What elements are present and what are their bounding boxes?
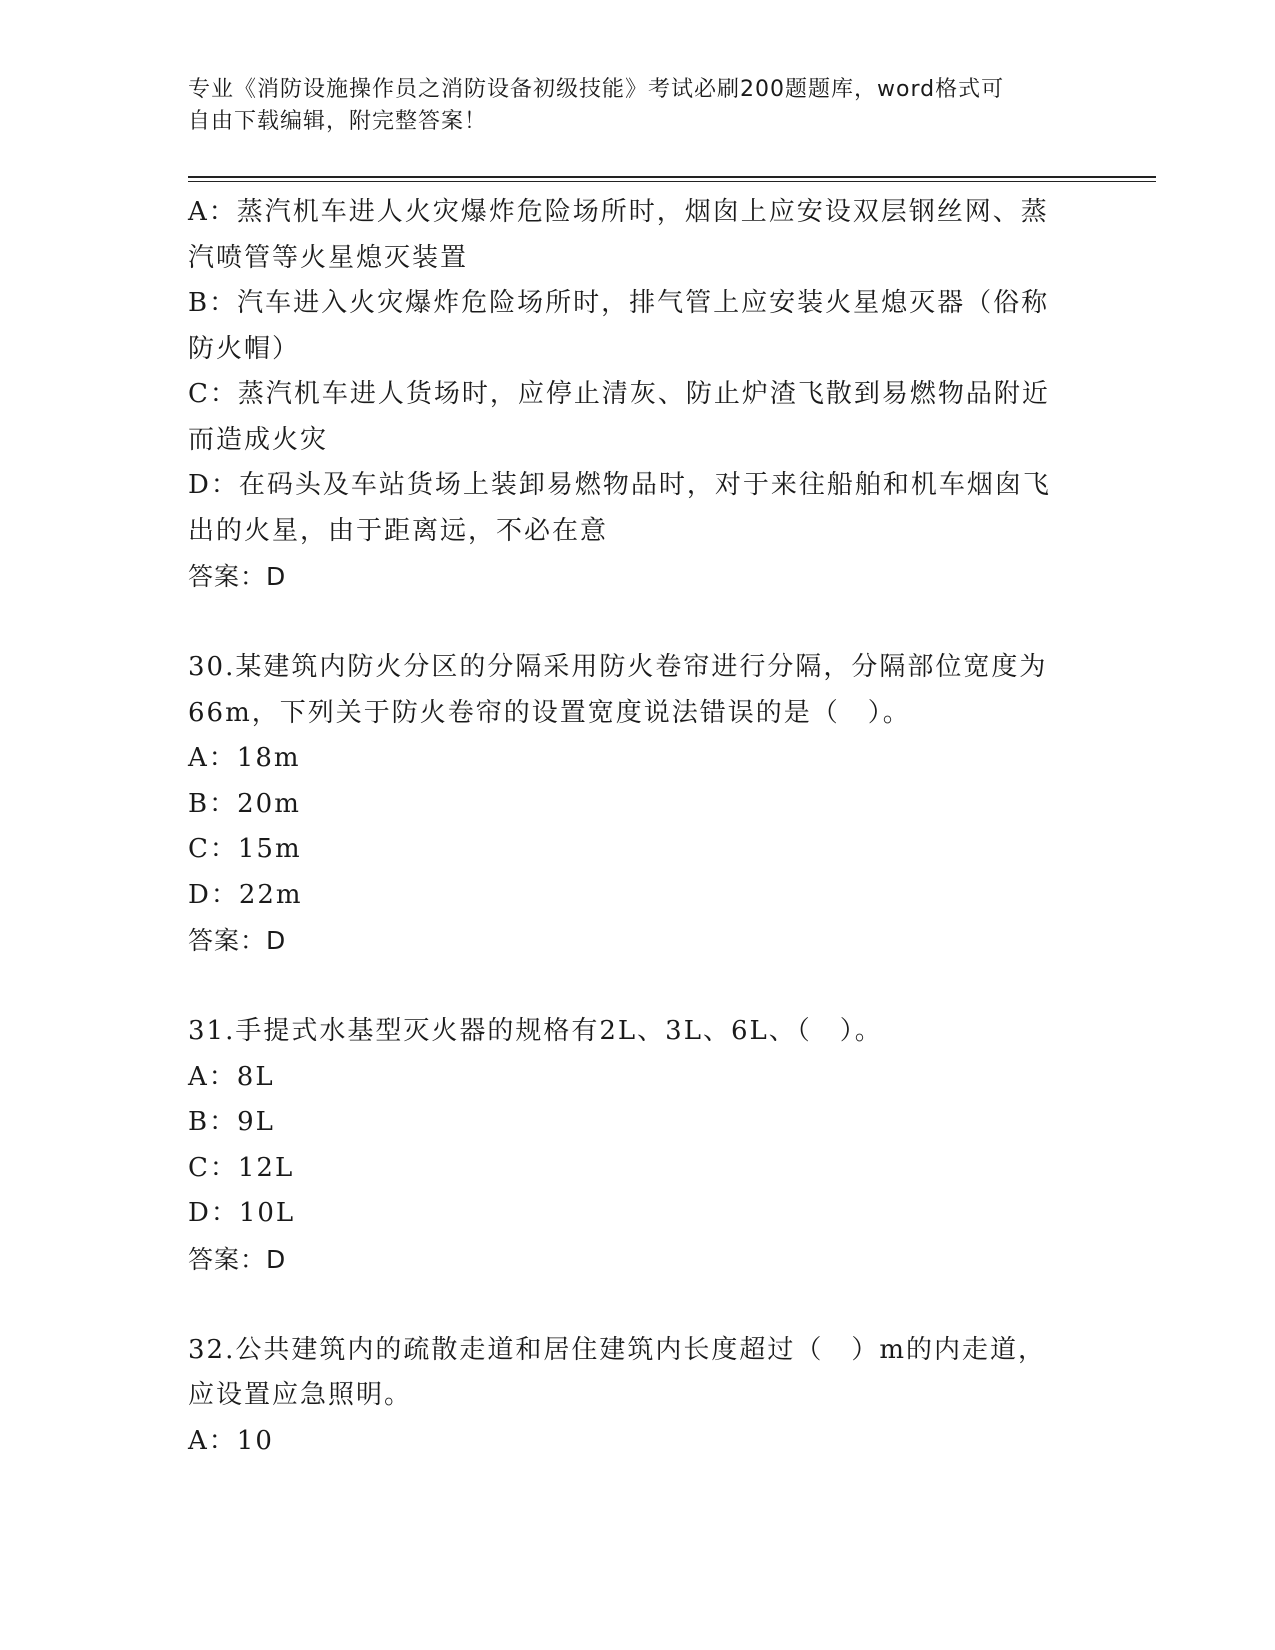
answer-29: 答案：D — [188, 562, 287, 591]
answer-30: 答案：D — [188, 926, 287, 955]
option-a-line-2: 汽喷管等火星熄灭装置 — [188, 242, 469, 273]
option-c: C：15m — [188, 834, 302, 864]
question-32 — [188, 1328, 1068, 1465]
question-32-stem-line-2: 应设置应急照明。 — [188, 1380, 413, 1410]
option-c-line-1: C：蒸汽机车进人货场时，应停止清灰、防止炉渣飞散到易燃物品附近 — [188, 379, 1050, 409]
option-d: D：22m — [188, 879, 303, 910]
header-line-1: 专业《消防设施操作员之消防设备初级技能》考试必刷200题题库，word格式可 — [188, 77, 1005, 102]
document-header — [188, 74, 1068, 138]
option-b: B：20m — [188, 788, 301, 819]
question-29 — [188, 190, 1068, 600]
option-c-line-2: 而造成火灾 — [188, 424, 329, 455]
question-30-stem-line-2: 66m，下列关于防火卷帘的设置宽度说法错误的是（ ）。 — [188, 697, 911, 728]
option-a-line-1: A：蒸汽机车进人火灾爆炸危险场所时，烟囱上应安设双层钢丝网、蒸 — [188, 197, 1049, 227]
question-30 — [188, 645, 1068, 964]
header-divider-thick — [188, 176, 1156, 178]
option-b-line-1: B：汽车进入火灾爆炸危险场所时，排气管上应安装火星熄灭器（俗称 — [188, 288, 1050, 318]
question-31-stem: 31.手提式水基型灭火器的规格有2L、3L、6L、（ ）。 — [188, 1016, 883, 1046]
header-divider-thin — [188, 181, 1156, 182]
option-d-line-1: D：在码头及车站货场上装卸易燃物品时，对于来往船舶和机车烟囱飞 — [188, 470, 1051, 500]
spacer — [188, 1282, 1068, 1328]
option-c: C：12L — [188, 1152, 295, 1183]
option-a: A：18m — [188, 743, 301, 773]
answer-31: 答案：D — [188, 1244, 287, 1274]
header-line-2: 自由下载编辑，附完整答案！ — [188, 109, 488, 134]
question-32-stem-line-1: 32.公共建筑内的疏散走道和居住建筑内长度超过（ ）m的内走道， — [188, 1334, 1047, 1365]
option-a: A：8L — [188, 1061, 275, 1092]
option-b-line-2: 防火帽） — [188, 333, 301, 364]
option-d-line-2: 出的火星，由于距离远，不必在意 — [188, 515, 609, 546]
option-d: D：10L — [188, 1198, 296, 1228]
option-a: A：10 — [188, 1425, 274, 1456]
spacer — [188, 600, 1068, 646]
question-31 — [188, 1009, 1068, 1282]
question-30-stem-line-1: 30.某建筑内防火分区的分隔采用防火卷帘进行分隔，分隔部位宽度为 — [188, 652, 1048, 682]
question-content — [188, 190, 1068, 1464]
option-b: B：9L — [188, 1107, 275, 1137]
spacer — [188, 964, 1068, 1010]
